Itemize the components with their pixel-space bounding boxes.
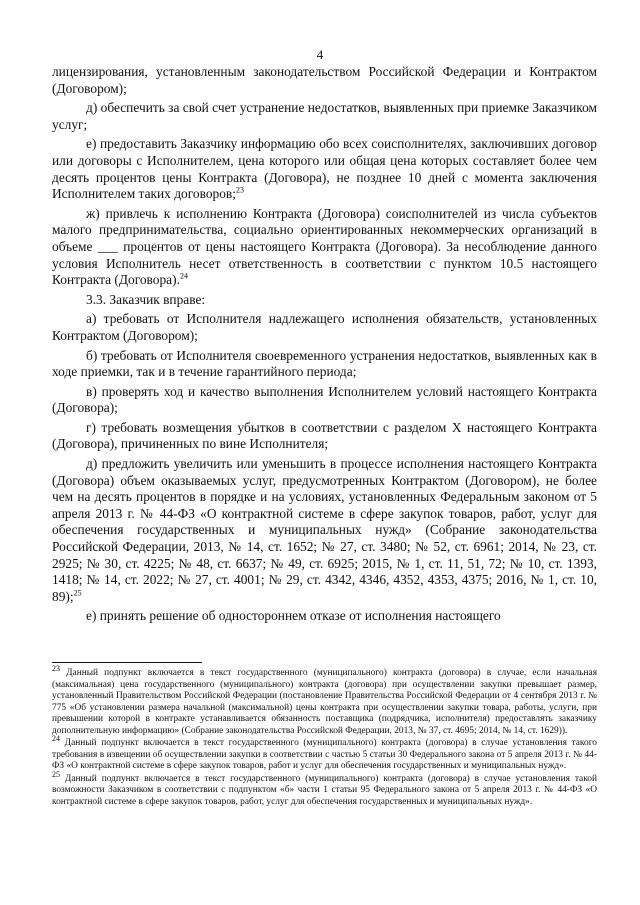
footnote: $^{24}$ Данный подпункт включается в текст государственного (муниципального) контракта (договора) в случае установления такого требования в извещении об осуществлении закупки в соответствии с частью 5 статьи 30 Федерального закона от 5 апреля 2013 г. № 44-ФЗ «О контрактной системе в сфере закупок товаров, работ и услуг для обеспечения государственных и муниципальных нужд». (52, 733, 597, 771)
paragraph: д) предложить увеличить или уменьшить в процессе исполнения настоящего Контракта (Договора) объем оказываемых услуг, предусмотренных Контрактом (Договором), не более чем на десять процентов в порядке и на условиях, установленных Федеральным законом от 5 апреля 2013 г. № 44-ФЗ «О контрактной системе в сфере закупок товаров, работ, услуг для обеспечения государственных и муниципальных нужд» (Собрание законодательства Российской Федерации, 2013, № 14, ст. 1652; № 27, ст. 3480; № 52, ст. 6961; 2014, № 23, ст. 2925; № 30, ст. 4225; № 48, ст. 6637; № 49, ст. 6925; 2015, № 1, ст. 11, 51, 72; № 10, ст. 1393, 1418; № 14, ст. 2022; № 27, ст. 4001; № 29, ст. 4342, 4346, 4352, 4353, 4375; 2016, № 1, ст. 10, 89);$^{25}$ (52, 456, 597, 604)
paragraph: в) проверять ход и качество выполнения Исполнителем условий настоящего Контракта (Договора); (52, 383, 597, 416)
paragraph: е) принять решение об одностороннем отказе от исполнения настоящего (86, 608, 501, 624)
body-text (52, 64, 597, 628)
footnote-ref[interactable]: 25 (73, 588, 82, 598)
footnotes (52, 663, 598, 809)
page-number: 4 (316, 47, 324, 62)
paragraph: ж) привлечь к исполнению Контракта (Договора) соисполнителей из числа субъектов малого предпринимательства, социально ориентированных некоммерческих организаций в объеме ___ процентов от цены настоящего Контракта (Договора). За несоблюдение данного условия Исполнитель несет ответственность в соответствии с пунктом 10.5 настоящего Контракта (Договора).$^{24}$ (52, 205, 597, 288)
footnote: $^{23}$ Данный подпункт включается в текст государственного (муниципального) контракта (договора) в случае, если начальная (максимальная) цена государственного (муниципального) контракта (договора) при осуществлении закупки превышает размер, установленный Правительством Российской Федерации (постановление Правительства Российской Федерации от 4 сентября 2013 г. № 775 «Об установлении размера начальной (максимальной) цены контракта при осуществлении закупки товара, работы, услуги, при превышении которой в контракте устанавливается обязанность поставщика (подрядчика, исполнителя) предоставлять заказчику дополнительную информацию» (Собрание законодательства Российской Федерации, 2013, № 37, ст. 4695; 2014, № 14, ст. 1629)). (52, 663, 598, 736)
footnote-divider (52, 662, 202, 663)
footnote-ref[interactable]: 23 (235, 185, 244, 195)
footnote-number: 24 (52, 733, 60, 743)
footnote-ref[interactable]: 24 (179, 271, 188, 281)
paragraph: е) предоставить Заказчику информацию обо всех соисполнителях, заключивших договор или договоры с Исполнителем, цена которого или общая цена которых составляет более чем десять процентов цены Контракта (Договора), не позднее 10 дней с момента заключения Исполнителем таких договоров;$^{23}$ (52, 136, 597, 202)
footnote-number: 23 (52, 663, 60, 673)
paragraph: д) обеспечить за свой счет устранение недостатков, выявленных при приемке Заказчиком услуг; (52, 100, 597, 132)
footnote-number: 25 (52, 769, 60, 779)
paragraph: г) требовать возмещения убытков в соответствии с разделом X настоящего Контракта (Договора), причиненных по вине Исполнителя; (52, 419, 597, 452)
section-heading: 3.3. Заказчик вправе: (86, 291, 206, 307)
paragraph: лицензирования, установленным законодательством Российской Федерации и Контрактом (Договором); (52, 64, 597, 96)
paragraph: а) требовать от Исполнителя надлежащего исполнения обязательств, установленных Контрактом (Договором); (52, 311, 597, 343)
footnote: $^{25}$ Данный подпункт включается в текст государственного (муниципального) контракта (договора) в случае установления такой возможности Заказчиком в соответствии с подпунктом «б» части 1 статьи 95 Федерального закона от 5 апреля 2013 г. № 44-ФЗ «О контрактной системе в сфере закупок товаров, работ, услуг для обеспечения государственных и муниципальных нужд». (52, 769, 597, 807)
paragraph: б) требовать от Исполнителя своевременного устранения недостатков, выявленных как в ходе приемки, так и в течение гарантийного периода; (52, 347, 597, 380)
